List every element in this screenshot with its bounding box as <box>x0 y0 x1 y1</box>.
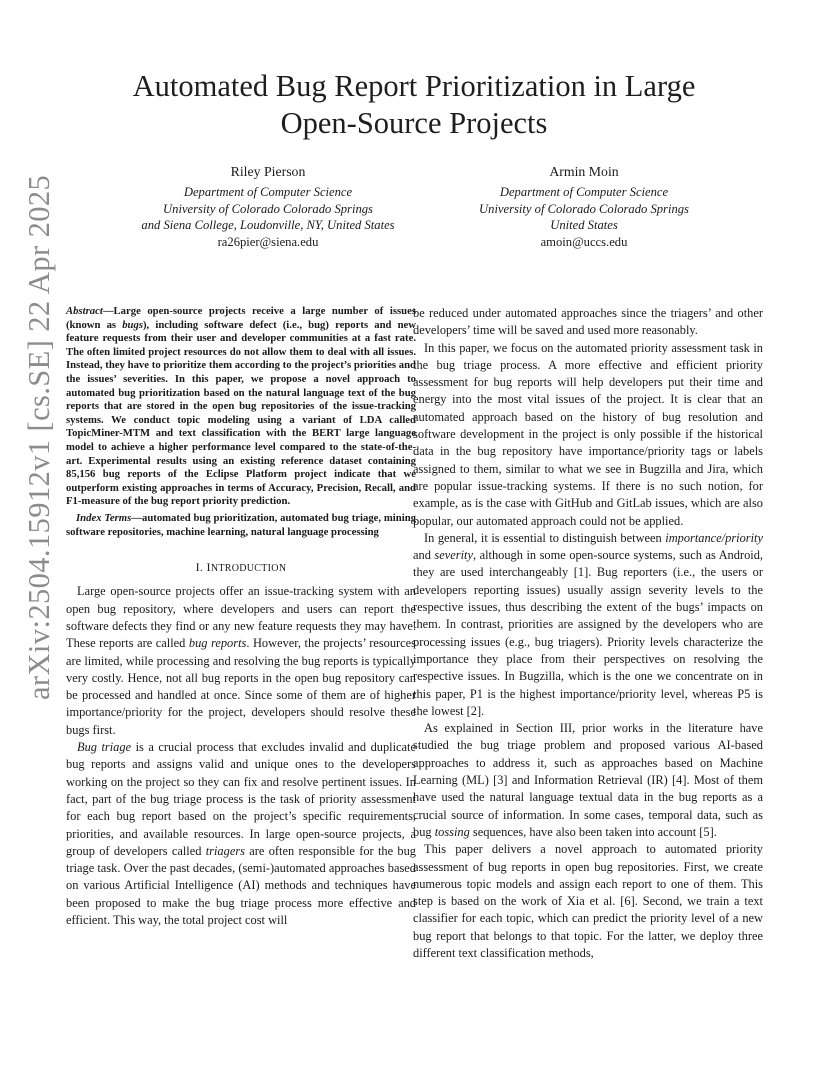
author-department: Department of Computer Science <box>183 184 353 199</box>
index-terms-label: Index Terms <box>76 511 132 524</box>
paragraph: Bug triage is a crucial process that excludes invalid and duplicate bug reports and assigns valid and unique ones to the developers working on the project so they can fix and resolve pertinent issues. In fact, part of the bug triage process is the task of priority assessment for each bug report based on the project’s specific requirements, priorities, and available resources. In large open-source projects, a group of developers called triagers are often responsible for the bug triage task. Over the past decades, (semi-)automated approaches based on various Artificial Intelligence (AI) methods and techniques have been proposed to make the bug triage process more effective and efficient. This way, the total project cost will <box>66 740 417 928</box>
author-email[interactable]: ra26pier@siena.edu <box>217 235 319 250</box>
author-department: Department of Computer Science <box>499 184 669 199</box>
right-column <box>413 305 763 962</box>
paragraph: Large open-source projects offer an issue-tracking system with an open bug repository, where developers and users can report the software defects they find or any new feature requests they may have. These reports are called bug reports. However, the projects’ resources are limited, while processing and resolving the bug reports is typically very costly. Hence, not all bug reports in the open bug repository can be processed and handled at once. Since some of them are of higher importance/priority for the project, developers should resolve these bugs first. <box>66 584 416 737</box>
index-terms: Index Terms—automated bug prioritization, automated bug triage, mining software repositories, machine learning, natural language processing <box>66 511 416 538</box>
author-university: University of Colorado Colorado Springs <box>479 201 689 216</box>
paragraph: In general, it is essential to distinguish between importance/priority and severity, although in some open-source systems, such as Android, they are used interchangeably [1]. Bug reporters (i.e., the users or developers reporting issues) usually assign severity levels to the respective issues, thus describing the extent of the bugs’ impacts on them. In contrast, priorities are assigned by the developers who are processing issues (e.g., bug triagers). Priority levels characterize the importance they place from their perspectives on resolving the respective issues. In Bugzilla, which is the one we concentrate on in this paper, P1 is the highest importance/priority level, whereas P5 is the lowest [2]. <box>413 530 763 718</box>
title-line-2: Open-Source Projects <box>280 106 548 140</box>
title-line-1: Automated Bug Report Prioritization in Large <box>132 69 696 103</box>
arxiv-identifier[interactable]: arXiv:2504.15912v1 [cs.SE] 22 Apr 2025 <box>22 174 56 700</box>
author-block-1 <box>98 164 438 251</box>
author-name: Armin Moin <box>549 164 619 179</box>
paragraph: As explained in Section III, prior works in the literature have studied the bug triage problem and proposed various AI-based approaches to address it, such as approaches based on Machine Learning (ML) [3] and Information Retrieval (IR) [4]. Most of them have used the natural language textual data in the bug reports as a crucial source of information. In some cases, temporal data, such as bug tossing sequences, have also been taken into account [5]. <box>413 721 763 839</box>
paragraph: In this paper, we focus on the automated priority assessment task in the bug triage process. A more effective and efficient priority assessment for bug reports will help developers put their time and energy into the most vital issues of the project. It is clear that an automated approach based on the history of bug resolution and software development in the project is only possible if the historical data in the bug repository have importance/priority tags or labels assigned to them, similar to what we see in Bugzilla and Jira, which are popular issue-tracking systems. If there is no such notion, for example, as is the case with GitHub and GitLab issues, which are also popular, our automated approach could not be applied. <box>413 340 763 528</box>
author-email[interactable]: amoin@uccs.edu <box>540 235 628 250</box>
paragraph: be reduced under automated approaches since the triagers’ and other developers’ time will be saved and used more reasonably. <box>413 306 763 338</box>
author-location: United States <box>550 218 618 233</box>
author-university: University of Colorado Colorado Springs <box>163 201 373 216</box>
abstract-label: Abstract <box>66 305 103 317</box>
abstract: Abstract—Large open-source projects receive a large number of issues (known as bugs), including software defect (i.e., bug) reports and new feature requests from their user and developer communities at a fast rate. The often limited project resources do not allow them to deal with all issues. Instead, they have to prioritize them according to the project’s priorities and the issues’ severities. In this paper, we propose a novel approach to automated bug prioritization based on the natural language text of the bug reports that are stored in the open bug repositories of the issue-tracking systems. We conduct topic modeling using a variant of LDA called TopicMiner-MTM and text classification with the BERT large language model to achieve a higher performance level compared to the state-of-the-art. Experimental results using an existing reference dataset containing 85,156 bug reports of the Eclipse Platform project indicate that we outperform existing approaches in terms of Accuracy, Precision, Recall, and F1-measure of the bug report priority prediction. <box>66 305 416 508</box>
author-location: and Siena College, Loudonville, NY, United States <box>141 218 395 233</box>
paragraph: This paper delivers a novel approach to automated priority assessment of bug reports in open bug repositories. First, we create numerous topic models and assign each report to one of them. This step is based on the work of Xia et al. [6]. Second, we train a text classifier for each topic, which can predict the priority level of a new bug report that belongs to that topic. For the latter, we deploy three different text classification methods, <box>413 842 763 960</box>
section-heading: I. INTRODUCTION <box>195 560 287 575</box>
left-column <box>66 305 416 929</box>
author-block-2 <box>414 164 754 251</box>
author-name: Riley Pierson <box>230 164 306 179</box>
paper-title <box>0 68 828 142</box>
